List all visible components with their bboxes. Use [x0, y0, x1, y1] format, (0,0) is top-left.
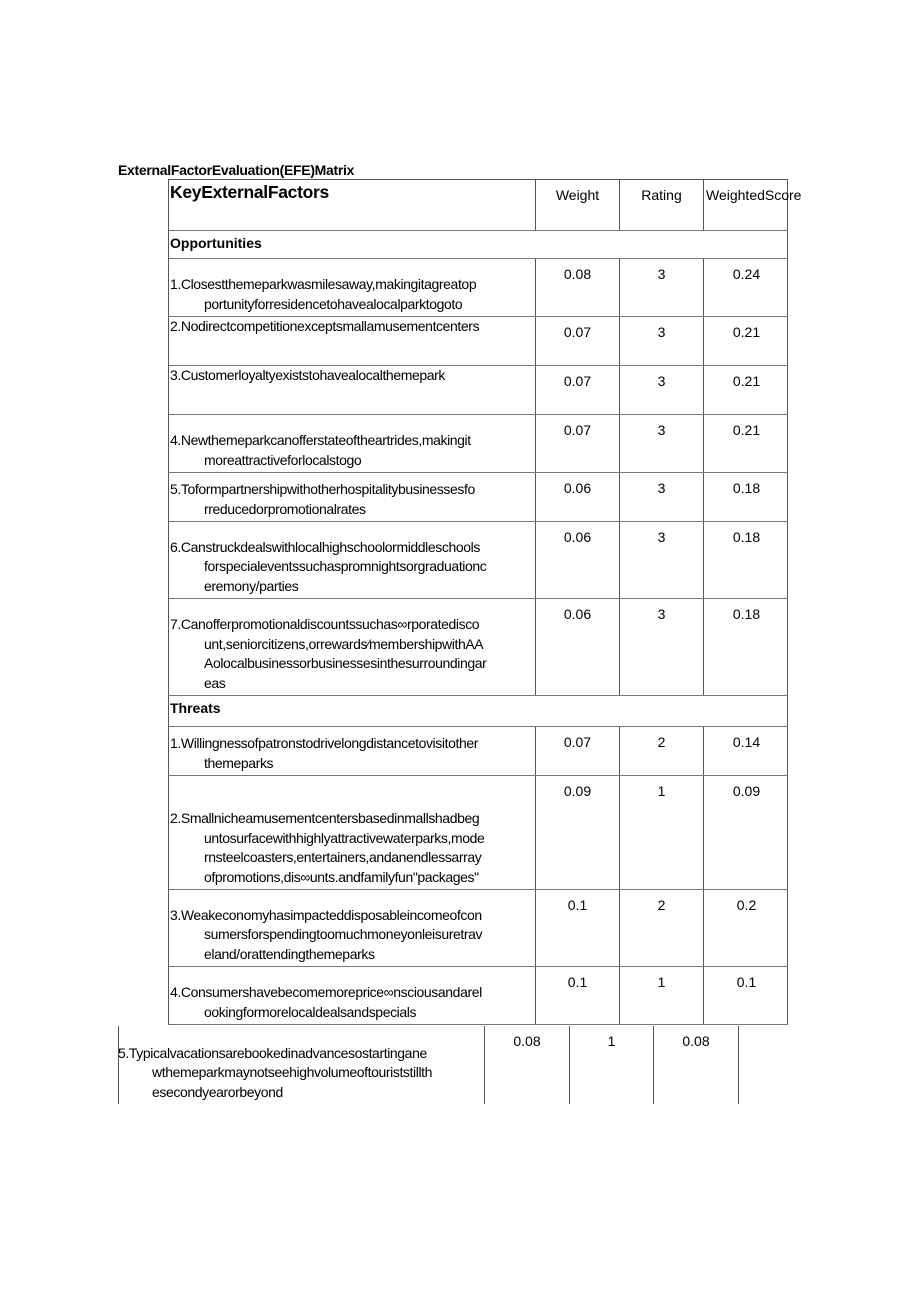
threats-section-row	[168, 696, 788, 727]
factor-line: ofpromotions,dis∞unts.andfamilyfun"packages"	[204, 868, 479, 885]
factor-text	[118, 1044, 485, 1102]
factor-text	[170, 431, 531, 470]
rating-cell: 3	[619, 317, 703, 365]
factor-line: 1.Closestthemeparkwasmilesaway,makingitagreatop	[170, 276, 477, 293]
factor-line: themeparks	[204, 754, 274, 771]
factor-line: ookingformorelocaldealsandspecials	[204, 1003, 417, 1020]
opportunity-row-6	[168, 522, 788, 599]
factor-line: esecondyearorbeyond	[152, 1083, 283, 1100]
factor-text	[170, 983, 531, 1022]
score-cell: 0.21	[703, 415, 789, 472]
factor-line: eland/orattendingthemeparks	[204, 945, 375, 962]
factor-line: 7.Canofferpromotionaldiscountssuchas∞rporatedisco	[170, 616, 480, 633]
header-rating: Rating	[619, 180, 703, 230]
threat-row-2	[168, 776, 788, 890]
opportunities-heading: Opportunities	[170, 235, 262, 251]
factor-line: 4.Consumershavebecomemoreprice∞nsciousandarel	[170, 984, 482, 1001]
factor-text	[170, 317, 531, 336]
factor-line: unt,seniorcitizens,orrewards⁄membershipwithAA	[204, 635, 484, 652]
factor-line: 1.Willingnessofpatronstodrivelongdistancetovisitother	[170, 735, 478, 752]
score-cell: 0.14	[703, 727, 789, 775]
score-cell: 0.21	[703, 366, 789, 414]
factor-text	[170, 906, 531, 964]
score-cell: 0.24	[703, 259, 789, 316]
score-cell: 0.09	[703, 776, 789, 889]
factor-line: 3.Weakeconomyhasimpacteddisposableincomeofcon	[170, 906, 482, 923]
header-row	[168, 179, 802, 231]
rating-cell: 3	[619, 259, 703, 316]
threat-row-5	[118, 1026, 739, 1104]
rating-cell: 1	[619, 776, 703, 889]
factor-line: 2.Smallnicheamusementcentersbasedinmallshadbeg	[170, 810, 480, 827]
factor-line: rnsteelcoasters,entertainers,andanendlessarray	[204, 849, 482, 866]
opportunity-row-1	[168, 259, 788, 317]
opportunity-row-7	[168, 599, 788, 696]
spill-right-border	[738, 1026, 739, 1104]
weight-cell: 0.06	[535, 473, 619, 521]
header-key-external-factors: KeyExternalFactors	[170, 182, 329, 202]
threats-heading: Threats	[170, 700, 221, 716]
factor-line: Aolocalbusinessorbusinessesinthesurroundingar	[204, 655, 487, 672]
factor-text	[170, 734, 531, 773]
weight-cell: 0.08	[484, 1026, 569, 1104]
factor-line: moreattractiveforlocalstogo	[204, 451, 362, 468]
weight-cell: 0.06	[535, 599, 619, 695]
threat-row-3	[168, 890, 788, 967]
weight-cell: 0.1	[535, 890, 619, 966]
score-cell: 0.08	[653, 1026, 738, 1104]
threat-row-4	[168, 967, 788, 1025]
opportunity-row-3	[168, 366, 788, 415]
weight-cell: 0.07	[535, 415, 619, 472]
weight-cell: 0.07	[535, 366, 619, 414]
weight-cell: 0.08	[535, 259, 619, 316]
opportunity-row-5	[168, 473, 788, 522]
weight-cell: 0.06	[535, 522, 619, 598]
rating-cell: 2	[619, 727, 703, 775]
efe-matrix-table	[168, 179, 802, 1025]
factor-line: portunityforresidencetohavealocalparktogoto	[204, 295, 463, 312]
header-weight: Weight	[535, 180, 619, 230]
rating-cell: 3	[619, 415, 703, 472]
factor-line: rreducedorpromotionalrates	[204, 500, 366, 517]
score-cell: 0.18	[703, 522, 789, 598]
factor-line: untosurfacewithhighlyattractivewaterparks,mode	[204, 829, 485, 846]
score-cell: 0.18	[703, 473, 789, 521]
factor-line: forspecialeventssuchaspromnightsorgraduationc	[204, 558, 487, 575]
factor-line: 5.Toformpartnershipwithotherhospitalitybusinessesfo	[170, 481, 475, 498]
score-cell: 0.2	[703, 890, 789, 966]
rating-cell: 3	[619, 599, 703, 695]
factor-line: 2.Nodirectcompetitionexceptsmallamusementcenters	[170, 318, 480, 334]
factor-line: 3.Customerloyaltyexiststohavealocalthemepark	[170, 367, 445, 383]
header-weighted-score: WeightedScore	[703, 180, 789, 230]
factor-text	[170, 538, 531, 596]
rating-cell: 2	[619, 890, 703, 966]
factor-line: 4.Newthemeparkcanofferstateoftheartrides,makingit	[170, 432, 471, 449]
page-title: ExternalFactorEvaluation(EFE)Matrix	[118, 162, 355, 178]
factor-line: 6.Canstruckdealswithlocalhighschoolormiddleschools	[170, 538, 480, 555]
opportunities-section-row	[168, 231, 788, 259]
factor-text	[170, 366, 531, 385]
rating-cell: 3	[619, 366, 703, 414]
rating-cell: 1	[619, 967, 703, 1024]
rating-cell: 1	[569, 1026, 653, 1104]
factor-line: 5.Typicalvacationsarebookedinadvancesostartingane	[118, 1044, 427, 1061]
factor-text	[170, 615, 531, 693]
factor-line: sumersforspendingtoomuchmoneyonleisuretrav	[204, 926, 483, 943]
factor-text	[170, 809, 531, 887]
score-cell: 0.1	[703, 967, 789, 1024]
weight-cell: 0.1	[535, 967, 619, 1024]
factor-text	[170, 275, 531, 314]
score-cell: 0.18	[703, 599, 789, 695]
factor-line: eas	[204, 674, 226, 691]
weight-cell: 0.07	[535, 727, 619, 775]
opportunity-row-2	[168, 317, 788, 366]
threat-row-1	[168, 727, 788, 776]
score-cell: 0.21	[703, 317, 789, 365]
factor-line: eremony/parties	[204, 577, 299, 594]
factor-line: wthemeparkmaynotseehighvolumeoftouriststillth	[152, 1064, 433, 1081]
weight-cell: 0.09	[535, 776, 619, 889]
rating-cell: 3	[619, 473, 703, 521]
opportunity-row-4	[168, 415, 788, 473]
factor-text	[170, 480, 531, 519]
weight-cell: 0.07	[535, 317, 619, 365]
rating-cell: 3	[619, 522, 703, 598]
